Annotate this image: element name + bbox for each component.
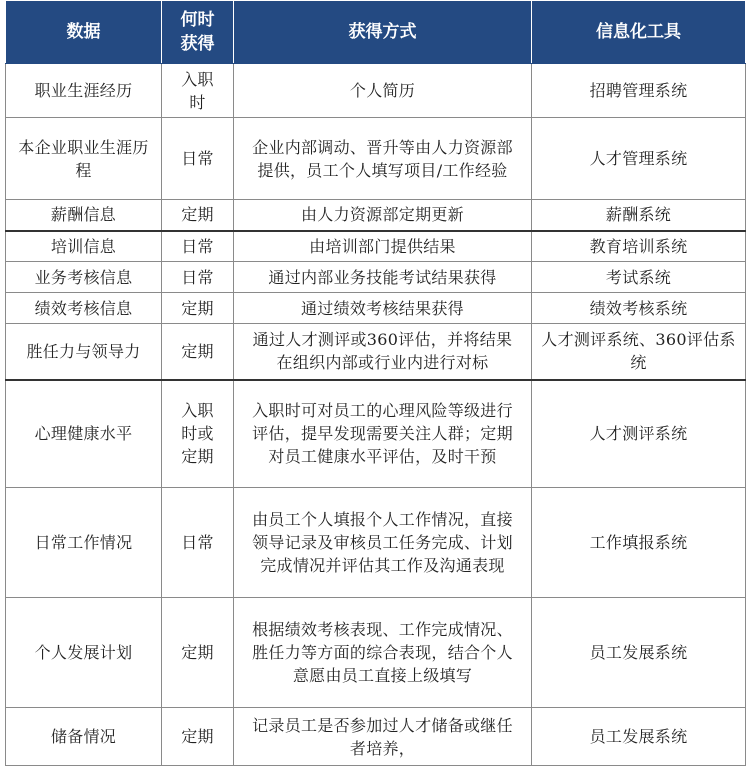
cell-data: 职业生涯经历 [6,64,162,118]
header-data: 数据 [6,1,162,64]
cell-tool: 工作填报系统 [532,488,746,598]
cell-tool: 考试系统 [532,262,746,293]
table-row [6,200,746,231]
data-source-table [5,0,746,766]
cell-method: 个人简历 [234,64,532,118]
cell-method: 由人力资源部定期更新 [234,200,532,231]
cell-tool: 员工发展系统 [532,598,746,708]
cell-tool: 招聘管理系统 [532,64,746,118]
cell-when: 日常 [162,231,234,262]
cell-when: 定期 [162,708,234,766]
table-row [6,380,746,488]
cell-method: 通过绩效考核结果获得 [234,293,532,324]
cell-when: 日常 [162,118,234,200]
cell-when-text: 入职时 [181,69,214,112]
cell-tool: 员工发展系统 [532,708,746,766]
table-row [6,488,746,598]
header-when-label: 何时获得 [180,10,215,54]
cell-data: 薪酬信息 [6,200,162,231]
table-row [6,598,746,708]
table-row [6,708,746,766]
table-row [6,64,746,118]
cell-when: 日常 [162,262,234,293]
cell-data: 胜任力与领导力 [6,324,162,380]
cell-tool: 人才测评系统、360评估系统 [532,324,746,380]
table-row [6,293,746,324]
cell-method: 通过内部业务技能考试结果获得 [234,262,532,293]
table-row [6,118,746,200]
cell-when-text: 入职时或定期 [181,401,214,467]
cell-when: 日常 [162,488,234,598]
cell-method: 通过人才测评或360评估，并将结果在组织内部或行业内进行对标 [234,324,532,380]
table-row [6,262,746,293]
cell-data: 日常工作情况 [6,488,162,598]
cell-method: 根据绩效考核表现、工作完成情况、胜任力等方面的综合表现，结合个人意愿由员工直接上级填写 [234,598,532,708]
cell-tool: 人才测评系统 [532,380,746,488]
header-tool: 信息化工具 [532,1,746,64]
cell-method: 由员工个人填报个人工作情况，直接领导记录及审核员工任务完成、计划完成情况并评估其工作及沟通表现 [234,488,532,598]
cell-method: 入职时可对员工的心理风险等级进行评估，提早发现需要关注人群；定期对员工健康水平评估，及时干预 [234,380,532,488]
cell-data: 储备情况 [6,708,162,766]
cell-method: 由培训部门提供结果 [234,231,532,262]
cell-data: 培训信息 [6,231,162,262]
cell-when: 定期 [162,598,234,708]
cell-data: 个人发展计划 [6,598,162,708]
cell-tool: 教育培训系统 [532,231,746,262]
cell-method: 企业内部调动、晋升等由人力资源部提供，员工个人填写项目/工作经验 [234,118,532,200]
cell-when: 定期 [162,200,234,231]
cell-when: 定期 [162,324,234,380]
cell-data: 本企业职业生涯历程 [6,118,162,200]
cell-tool: 绩效考核系统 [532,293,746,324]
cell-data: 业务考核信息 [6,262,162,293]
cell-when [162,380,234,488]
header-row [6,1,746,64]
cell-tool: 薪酬系统 [532,200,746,231]
cell-tool: 人才管理系统 [532,118,746,200]
header-method: 获得方式 [234,1,532,64]
cell-data: 心理健康水平 [6,380,162,488]
cell-method: 记录员工是否参加过人才储备或继任者培养， [234,708,532,766]
header-when [162,1,234,64]
data-table-wrapper [5,0,746,766]
cell-data: 绩效考核信息 [6,293,162,324]
cell-when [162,64,234,118]
table-row [6,324,746,380]
cell-when: 定期 [162,293,234,324]
table-row [6,231,746,262]
